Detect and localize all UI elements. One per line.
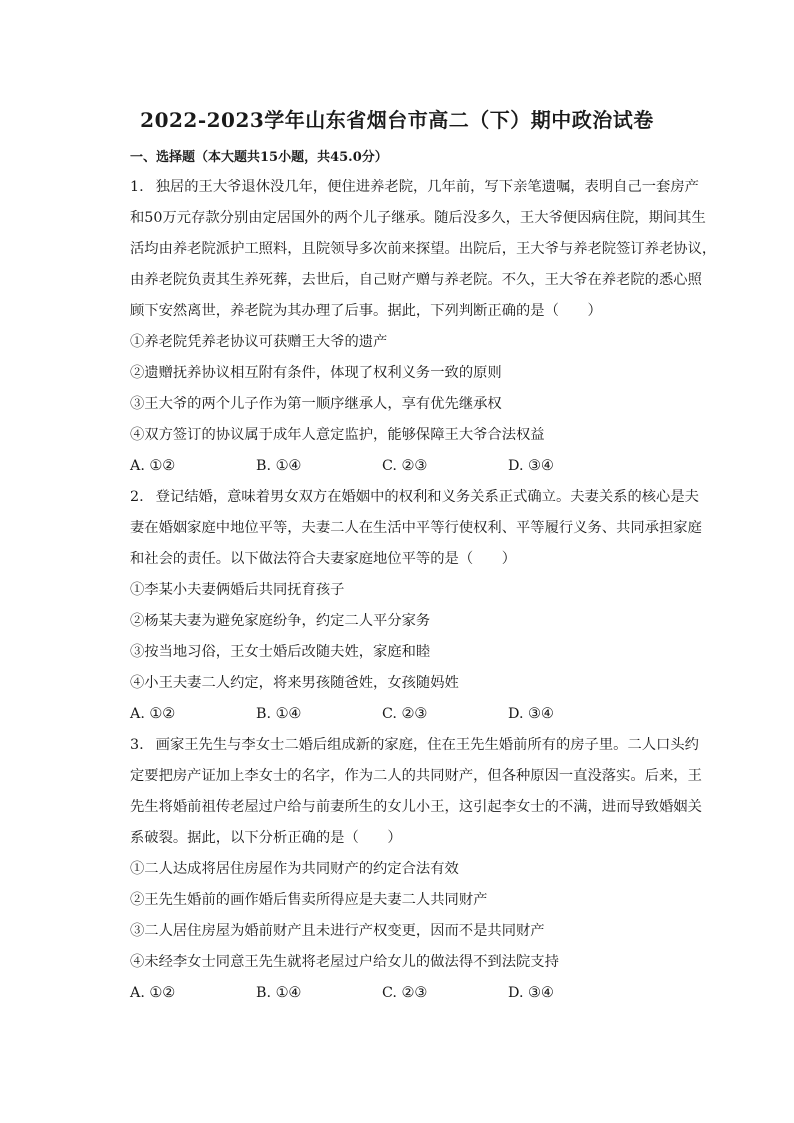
option-b: B. ①④ [256,985,302,1001]
question-number: 2. [130,489,144,505]
option-a: A. ①② [130,706,176,722]
question-stem-line: 系破裂。据此，以下分析正确的是（ ） [130,830,402,846]
question-number: 3. [130,737,144,753]
question-stem-line: 妻在婚姻家庭中地位平等，夫妻二人在生活中平等行使权利、平等履行义务、共同承担家庭 [130,520,702,536]
statement: ④小王夫妻二人约定，将来男孩随爸姓，女孩随妈姓 [130,675,459,691]
questions-container [130,172,717,1009]
statement: ③二人居住房屋为婚前财产且未进行产权变更，因而不是共同财产 [130,923,545,939]
statement: ③王大爷的两个儿子作为第一顺序继承人，享有优先继承权 [130,396,502,412]
statement: ③按当地习俗，王女士婚后改随夫姓，家庭和睦 [130,644,431,660]
statement: ④双方签订的协议属于成年人意定监护，能够保障王大爷合法权益 [130,427,545,443]
option-d: D. ③④ [508,458,554,474]
option-a: A. ①② [130,985,176,1001]
option-c: C. ②③ [382,985,428,1001]
section-heading: 一、选择题（本大题共15小题，共45.0分） [130,150,388,165]
question-stem-line: 3. 画家王先生与李女士二婚后组成新的家庭，住在王先生婚前所有的房子里。二人口头约 [130,730,700,761]
question-stem-line: 定要把房产证加上李女士的名字，作为二人的共同财产，但各种原因一直没落实。后来，王 [130,768,702,784]
answer-options [130,451,700,482]
question-stem-line: 1. 独居的王大爷退休没几年，便住进养老院，几年前，写下亲笔遗嘱，表明自己一套房产 [130,172,700,203]
exam-title: 2022-2023学年山东省烟台市高二（下）期中政治试卷 [140,108,654,132]
question-stem-line: 由养老院负责其生养死葬，去世后，自己财产赠与养老院。不久，王大爷在养老院的悉心照 [130,272,702,288]
question-stem-line: 和社会的责任。以下做法符合夫妻家庭地位平等的是（ ） [130,551,517,567]
question-1 [130,172,717,482]
statement: ④未经李女士同意王先生就将老屋过户给女儿的做法得不到法院支持 [130,954,559,970]
option-c: C. ②③ [382,458,428,474]
answer-options [130,978,700,1009]
option-a: A. ①② [130,458,176,474]
question-stem-line: 先生将婚前祖传老屋过户给与前妻所生的女儿小王，这引起李女士的不满，进而导致婚姻关 [130,799,702,815]
option-b: B. ①④ [256,458,302,474]
statement: ②杨某夫妻为避免家庭纷争，约定二人平分家务 [130,613,431,629]
question-stem-line: 2. 登记结婚，意味着男女双方在婚姻中的权利和义务关系正式确立。夫妻关系的核心是夫 [130,482,700,513]
question-number: 1. [130,179,144,195]
question-2 [130,482,700,730]
answer-options [130,699,700,730]
statement: ②王先生婚前的画作婚后售卖所得应是夫妻二人共同财产 [130,892,488,908]
question-stem-line: 活均由养老院派护工照料，且院领导多次前来探望。出院后，王大爷与养老院签订养老协议， [130,241,717,257]
question-stem-line: 顾下安然离世，养老院为其办理了后事。据此，下列判断正确的是（ ） [130,303,602,319]
option-d: D. ③④ [508,706,554,722]
question-stem-line: 和50万元存款分别由定居国外的两个儿子继承。随后没多久，王大爷便因病住院，期间其生 [130,210,706,226]
option-d: D. ③④ [508,985,554,1001]
statement: ②遗赠抚养协议相互附有条件，体现了权利义务一致的原则 [130,365,502,381]
statement: ①二人达成将居住房屋作为共同财产的约定合法有效 [130,861,459,877]
statement: ①养老院凭养老协议可获赠王大爷的遗产 [130,334,388,350]
statement: ①李某小夫妻俩婚后共同抚育孩子 [130,582,345,598]
question-3 [130,730,700,1009]
option-b: B. ①④ [256,706,302,722]
option-c: C. ②③ [382,706,428,722]
